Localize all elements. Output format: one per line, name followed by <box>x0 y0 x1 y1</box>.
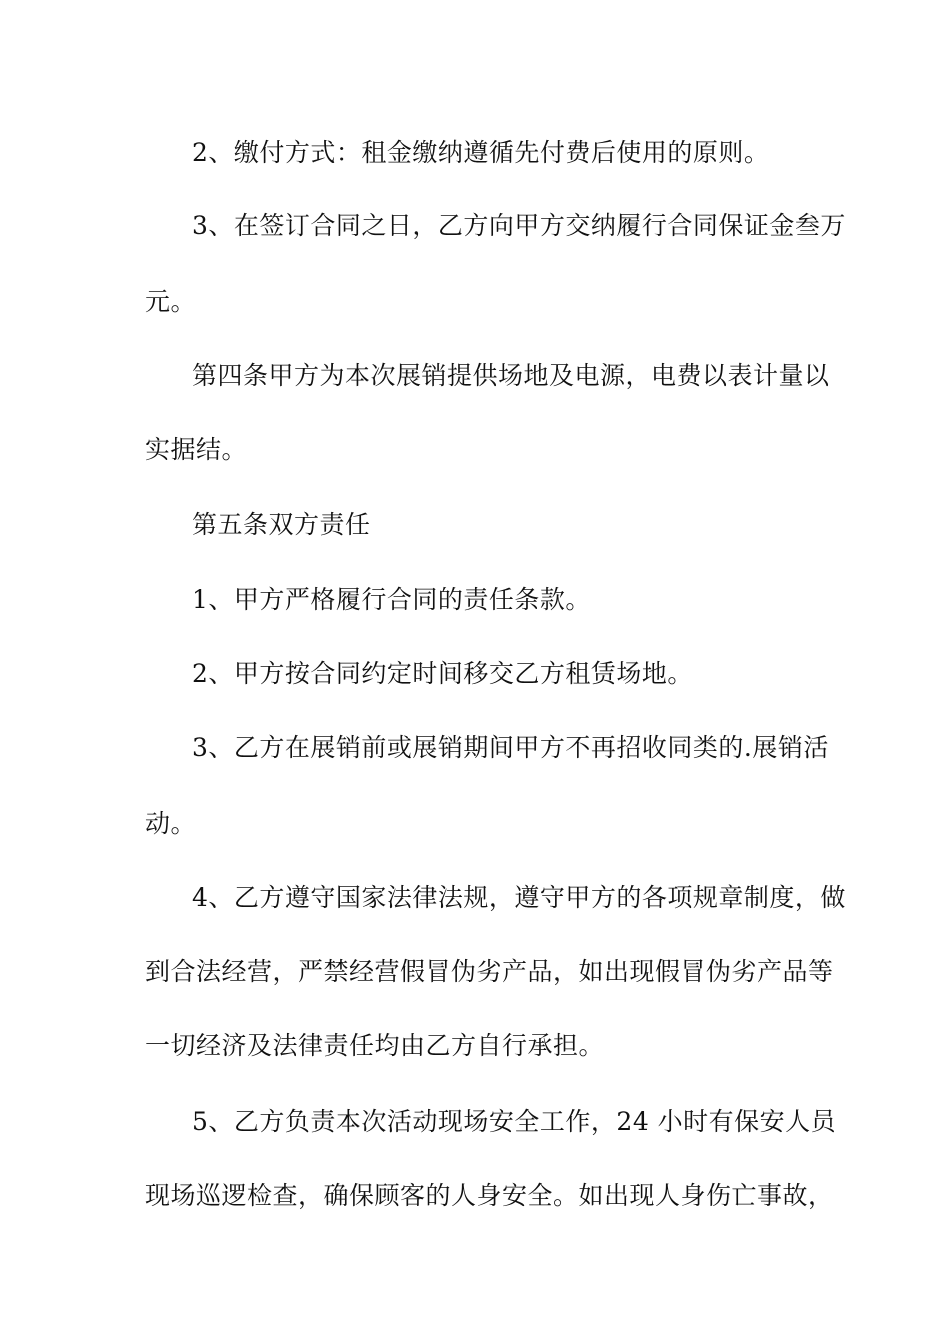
responsibility-item-1: 1、甲方严格履行合同的责任条款。 <box>192 585 591 614</box>
article-five-heading: 第五条双方责任 <box>192 510 371 539</box>
responsibility-item-4-line-3: 一切经济及法律责任均由乙方自行承担。 <box>145 1031 605 1060</box>
responsibility-item-5-line-2: 现场巡逻检查，确保顾客的人身安全。如出现人身伤亡事故， <box>145 1181 834 1210</box>
paragraph-deposit-line-1: 3、在签订合同之日，乙方向甲方交纳履行合同保证金叁万 <box>192 211 846 240</box>
responsibility-item-3-line-2: 动。 <box>145 809 197 838</box>
responsibility-item-4-line-2: 到合法经营，严禁经营假冒伪劣产品，如出现假冒伪劣产品等 <box>145 957 834 986</box>
article-four-line-1: 第四条甲方为本次展销提供场地及电源，电费以表计量以 <box>192 361 830 390</box>
paragraph-deposit-line-2: 元。 <box>145 287 197 316</box>
responsibility-item-3-line-1: 3、乙方在展销前或展销期间甲方不再招收同类的.展销活 <box>192 733 829 762</box>
article-four-line-2: 实据结。 <box>145 435 248 464</box>
paragraph-payment-method: 2、缴付方式：租金缴纳遵循先付费后使用的原则。 <box>192 138 770 167</box>
responsibility-item-2: 2、甲方按合同约定时间移交乙方租赁场地。 <box>192 659 693 688</box>
responsibility-item-5-line-1: 5、乙方负责本次活动现场安全工作，24 小时有保安人员 <box>192 1107 837 1136</box>
responsibility-item-4-line-1: 4、乙方遵守国家法律法规，遵守甲方的各项规章制度，做 <box>192 883 846 912</box>
